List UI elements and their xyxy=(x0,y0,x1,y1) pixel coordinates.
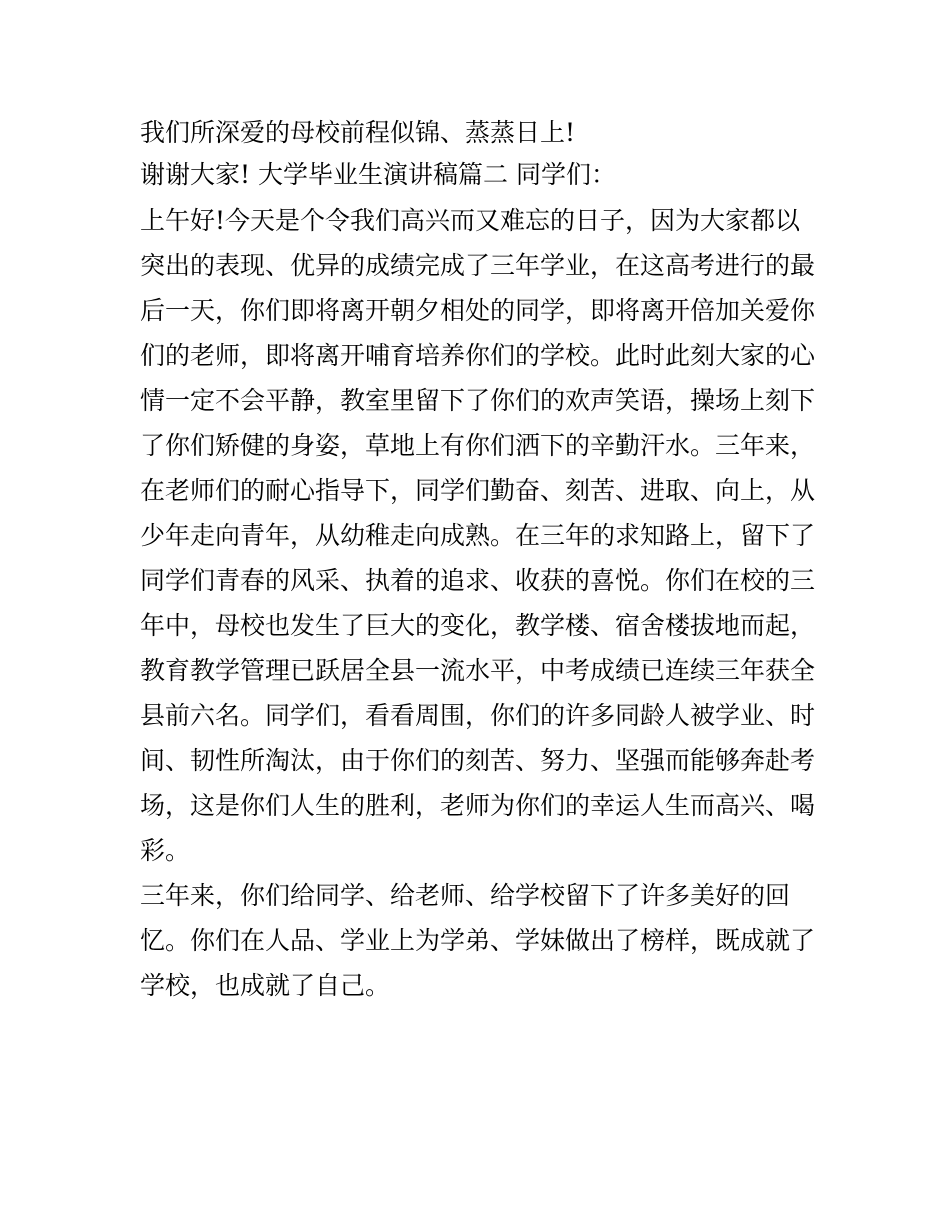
text-line: 场，这是你们人生的胜利，老师为你们的幸运人生而高兴、喝 xyxy=(140,791,816,820)
text-line: 三年来，你们给同学、给老师、给学校留下了许多美好的回 xyxy=(140,881,791,910)
text-line: 忆。你们在人品、学业上为学弟、学妹做出了榜样，既成就了 xyxy=(140,926,816,955)
text-line: 学校，也成就了自己。 xyxy=(140,971,391,1000)
text-line: 上午好!今天是个令我们高兴而又难忘的日子，因为大家都以 xyxy=(140,206,801,235)
text-line: 情一定不会平静，教室里留下了你们的欢声笑语，操场上刻下 xyxy=(140,386,816,415)
text-line: 了你们矫健的身姿，草地上有你们洒下的辛勤汗水。三年来， xyxy=(140,431,816,460)
text-line: 同学们青春的风采、执着的追求、收获的喜悦。你们在校的三 xyxy=(140,566,816,595)
text-line: 们的老师，即将离开哺育培养你们的学校。此时此刻大家的心 xyxy=(140,341,816,370)
text-line: 在老师们的耐心指导下，同学们勤奋、刻苦、进取、向上，从 xyxy=(140,476,816,505)
document-body xyxy=(140,110,820,1008)
text-line: 间、韧性所淘汰，由于你们的刻苦、努力、坚强而能够奔赴考 xyxy=(140,746,816,775)
text-line: 后一天，你们即将离开朝夕相处的同学，即将离开倍加关爱你 xyxy=(140,296,816,325)
text-line: 少年走向青年，从幼稚走向成熟。在三年的求知路上，留下了 xyxy=(140,521,816,550)
text-line: 县前六名。同学们，看看周围，你们的许多同龄人被学业、时 xyxy=(140,701,816,730)
text-line: 我们所深爱的母校前程似锦、蒸蒸日上! xyxy=(140,118,576,147)
text-line: 谢谢大家! 大学毕业生演讲稿篇二 同学们： xyxy=(140,160,616,189)
text-line: 教育教学管理已跃居全县一流水平，中考成绩已连续三年获全 xyxy=(140,656,816,685)
text-line: 彩。 xyxy=(140,836,191,865)
text-line: 突出的表现、优异的成绩完成了三年学业，在这高考进行的最 xyxy=(140,251,816,280)
text-line: 年中，母校也发生了巨大的变化，教学楼、宿舍楼拔地而起， xyxy=(140,611,816,640)
